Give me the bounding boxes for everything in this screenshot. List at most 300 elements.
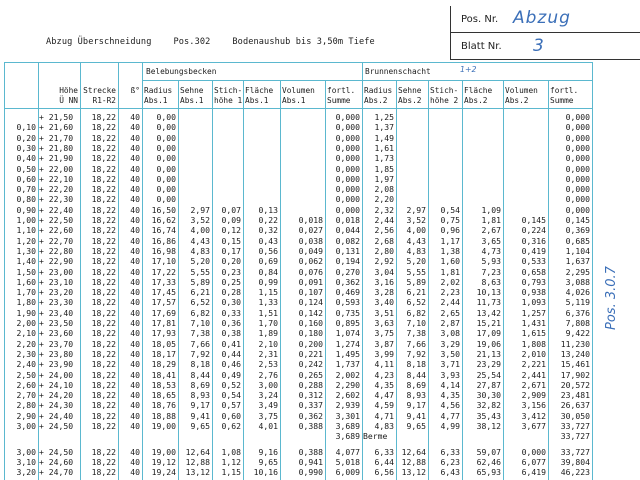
- table-cell: 0,593: [335, 297, 360, 308]
- table-cell: 33,727: [560, 446, 590, 457]
- table-cell: 0,000: [335, 112, 360, 122]
- table-cell: 6,23: [440, 456, 460, 467]
- table-cell: 18,05: [151, 338, 176, 349]
- table-cell: 0,000: [565, 132, 590, 143]
- table-cell: 6,33: [440, 446, 460, 457]
- table-cell: 0,000: [565, 194, 590, 205]
- table-cell: 13,12: [401, 467, 426, 478]
- table-cell: 18,22: [91, 390, 116, 401]
- table-cell: 0,30: [16, 142, 36, 153]
- column-header-line-1: Fläche: [245, 86, 274, 95]
- table-cell: 1,00: [16, 215, 36, 225]
- table-cell: 18,29: [151, 359, 176, 370]
- column-header-line-2: Abs.2: [505, 96, 529, 105]
- table-cell: 40: [130, 328, 140, 339]
- table-cell: 8,44: [406, 369, 426, 380]
- column-header: [398, 86, 426, 106]
- table-cell: 0,000: [335, 194, 360, 205]
- table-cell: + 21,90: [39, 153, 74, 164]
- table-cell: 0,62: [221, 421, 241, 431]
- table-cell: 3,63: [374, 318, 394, 328]
- table-cell: 2,31: [258, 348, 278, 359]
- table-cell: 0,107: [298, 287, 323, 298]
- table-cell: 18,22: [91, 297, 116, 308]
- table-cell: 40: [130, 421, 140, 431]
- table-cell: + 23,20: [39, 287, 74, 298]
- table-cell: 1,49: [374, 132, 394, 143]
- table-cell: 18,22: [91, 369, 116, 380]
- table-cell: 18,22: [91, 112, 116, 122]
- table-cell: 1,09: [481, 204, 501, 215]
- table-cell: 0,200: [298, 338, 323, 349]
- table-cell: 3,29: [440, 338, 460, 349]
- table-cell: 18,22: [91, 256, 116, 267]
- table-cell: 6,52: [406, 297, 426, 308]
- table-cell: 0,062: [298, 256, 323, 267]
- table-cell: 40: [130, 400, 140, 411]
- table-cell: 0,895: [335, 318, 360, 328]
- table-cell: 2,221: [521, 359, 546, 370]
- table-cell: 17,45: [151, 287, 176, 298]
- column-header: [282, 86, 323, 106]
- table-cell: 0,000: [335, 163, 360, 174]
- table-cell: 4,73: [481, 245, 501, 256]
- column-header-line-1: Radius: [144, 86, 173, 95]
- table-cell: 0,36: [221, 318, 241, 328]
- table-cell: 2,20: [16, 338, 36, 349]
- table-cell: 0,131: [335, 245, 360, 256]
- table-cell: 1,104: [565, 245, 590, 256]
- table-cell: 6,419: [521, 467, 546, 478]
- table-cell: + 24,70: [39, 467, 74, 478]
- table-cell: 0,10: [16, 122, 36, 133]
- column-header-line-1: Höhe: [59, 86, 78, 95]
- table-cell: 40: [130, 338, 140, 349]
- table-cell: 0,30: [221, 297, 241, 308]
- table-cell: 6,82: [190, 307, 210, 318]
- table-cell: 8,18: [406, 359, 426, 370]
- column-header-line-1: Strecke: [83, 86, 116, 95]
- table-cell: 0,90: [16, 204, 36, 215]
- table-cell: 19,06: [476, 338, 501, 349]
- table-cell: 2,40: [16, 359, 36, 370]
- table-cell: 33,727: [560, 431, 590, 442]
- table-cell: 6,21: [406, 287, 426, 298]
- table-cell: 40: [130, 287, 140, 298]
- table-cell: 2,92: [374, 256, 394, 267]
- table-cell: 0,00: [156, 112, 176, 122]
- table-cell: 2,671: [521, 379, 546, 390]
- table-cell: 1,50: [16, 266, 36, 277]
- table-cell: 3,04: [374, 266, 394, 277]
- column-header: [245, 86, 278, 106]
- table-cell: 18,22: [91, 348, 116, 359]
- table-cell: 2,97: [406, 204, 426, 215]
- table-cell: 15,21: [476, 318, 501, 328]
- table-cell: 4,77: [440, 410, 460, 421]
- table-cell: 0,00: [156, 142, 176, 153]
- table-cell: 0,69: [258, 256, 278, 267]
- table-cell: 6,376: [565, 307, 590, 318]
- table-cell: 4,14: [440, 379, 460, 390]
- column-header: [464, 86, 501, 106]
- table-cell: + 22,90: [39, 256, 74, 267]
- table-cell: 30,050: [560, 410, 590, 421]
- table-cell: 11,73: [476, 297, 501, 308]
- table-cell: 1,90: [16, 307, 36, 318]
- table-cell: 4,59: [374, 400, 394, 411]
- table-cell: 9,41: [190, 410, 210, 421]
- table-cell: 2,44: [440, 297, 460, 308]
- table-cell: 1,37: [374, 122, 394, 133]
- table-cell: 0,027: [298, 225, 323, 236]
- brunnenschacht-handwritten-note: 1+2: [460, 65, 477, 74]
- table-cell: 0,00: [156, 163, 176, 174]
- column-header-line-1: Volumen: [282, 86, 315, 95]
- table-cell: 2,53: [258, 359, 278, 370]
- table-cell: 0,076: [298, 266, 323, 277]
- table-cell: 18,22: [91, 318, 116, 328]
- table-cell: 0,07: [221, 204, 241, 215]
- table-cell: 40: [130, 142, 140, 153]
- table-cell: 1,70: [258, 318, 278, 328]
- table-cell: 40: [130, 194, 140, 205]
- table-cell: 0,20: [221, 256, 241, 267]
- column-header-line-1: Fläche: [464, 86, 493, 95]
- table-cell: 0,00: [156, 184, 176, 195]
- column-header-line-2: Abs.1: [180, 96, 204, 105]
- table-cell: 17,09: [476, 328, 501, 339]
- table-cell: 2,70: [16, 390, 36, 401]
- side-handwritten-note: Pos. 3.0.7: [604, 266, 619, 330]
- table-cell: 2,50: [16, 369, 36, 380]
- table-cell: 0,000: [565, 142, 590, 153]
- table-cell: 0,000: [335, 184, 360, 195]
- table-cell: 2,65: [440, 307, 460, 318]
- table-cell: 2,010: [521, 348, 546, 359]
- table-cell: 65,93: [476, 467, 501, 478]
- table-cell: 40: [130, 215, 140, 225]
- table-cell: 6,21: [190, 287, 210, 298]
- table-cell: 3,16: [374, 276, 394, 287]
- table-cell: 1,51: [258, 307, 278, 318]
- table-cell: 6,44: [374, 456, 394, 467]
- table-cell: 40: [130, 379, 140, 390]
- table-cell: 1,33: [258, 297, 278, 308]
- table-cell: 18,22: [91, 400, 116, 411]
- table-cell: 26,637: [560, 400, 590, 411]
- table-cell: 46,223: [560, 467, 590, 478]
- table-cell: 3,20: [16, 467, 36, 478]
- table-cell: 18,17: [151, 348, 176, 359]
- table-cell: 17,57: [151, 297, 176, 308]
- table-cell: 0,265: [298, 369, 323, 380]
- table-cell: 0,938: [521, 287, 546, 298]
- table-cell: 18,22: [91, 266, 116, 277]
- table-cell: 18,53: [151, 379, 176, 390]
- table-cell: 40: [130, 410, 140, 421]
- table-cell: 1,89: [258, 328, 278, 339]
- column-header-line-2: Summe: [550, 96, 574, 105]
- table-cell: 18,22: [91, 184, 116, 195]
- table-cell: 38,12: [476, 421, 501, 431]
- table-cell: 0,60: [221, 410, 241, 421]
- table-cell: 0,25: [221, 276, 241, 287]
- table-cell: 12,88: [185, 456, 210, 467]
- column-header-line-2: Ü NN: [59, 96, 78, 105]
- table-cell: 0,000: [565, 163, 590, 174]
- table-cell: 4,56: [440, 400, 460, 411]
- table-cell: 0,469: [335, 287, 360, 298]
- table-cell: 0,46: [221, 359, 241, 370]
- table-cell: 3,50: [440, 348, 460, 359]
- table-cell: 4,00: [406, 225, 426, 236]
- table-cell: + 23,90: [39, 359, 74, 370]
- table-cell: 40: [130, 307, 140, 318]
- table-cell: 18,22: [91, 446, 116, 457]
- table-cell: 3,65: [481, 235, 501, 246]
- table-top-rule: [4, 62, 592, 63]
- table-cell: + 22,30: [39, 194, 74, 205]
- table-cell: 0,000: [521, 446, 546, 457]
- table-cell: 0,000: [565, 122, 590, 133]
- table-cell: 30,30: [476, 390, 501, 401]
- table-cell: 4,83: [190, 245, 210, 256]
- table-cell: 40: [130, 184, 140, 195]
- table-cell: 40: [130, 456, 140, 467]
- table-cell: 1,17: [440, 235, 460, 246]
- table-cell: 1,615: [521, 328, 546, 339]
- column-header: [40, 86, 78, 106]
- table-cell: 19,12: [151, 456, 176, 467]
- table-cell: 15,461: [560, 359, 590, 370]
- berme-label: Berme: [363, 431, 388, 442]
- table-cell: 0,419: [521, 245, 546, 256]
- table-cell: + 24,20: [39, 390, 74, 401]
- table-cell: 2,602: [335, 390, 360, 401]
- column-header-line-2: höhe 1: [214, 96, 243, 105]
- table-cell: 0,99: [258, 276, 278, 287]
- table-cell: 16,50: [151, 204, 176, 215]
- table-cell: 0,142: [298, 307, 323, 318]
- table-cell: 18,88: [151, 410, 176, 421]
- table-cell: 5,89: [190, 276, 210, 287]
- column-rule: [592, 62, 593, 480]
- table-cell: + 24,40: [39, 410, 74, 421]
- table-cell: 6,33: [374, 446, 394, 457]
- table-cell: 1,10: [16, 225, 36, 236]
- table-cell: 0,00: [156, 122, 176, 133]
- table-cell: 18,22: [91, 194, 116, 205]
- table-cell: 8,93: [190, 390, 210, 401]
- table-cell: 20,572: [560, 379, 590, 390]
- table-cell: 0,84: [258, 266, 278, 277]
- table-cell: 1,15: [258, 287, 278, 298]
- table-cell: 3,87: [374, 338, 394, 349]
- table-cell: 1,12: [221, 456, 241, 467]
- table-cell: 0,96: [440, 225, 460, 236]
- table-cell: 0,000: [565, 153, 590, 164]
- table-cell: 40: [130, 235, 140, 246]
- table-cell: 0,288: [298, 379, 323, 390]
- table-cell: 0,388: [298, 446, 323, 457]
- table-cell: 0,000: [565, 112, 590, 122]
- table-cell: 18,22: [91, 456, 116, 467]
- table-cell: 0,49: [221, 369, 241, 380]
- table-cell: 7,92: [406, 348, 426, 359]
- table-cell: 40: [130, 348, 140, 359]
- table-cell: + 24,50: [39, 421, 74, 431]
- table-cell: 3,677: [521, 421, 546, 431]
- table-cell: 9,65: [258, 456, 278, 467]
- table-cell: 3,51: [374, 307, 394, 318]
- table-cell: 0,44: [221, 348, 241, 359]
- table-cell: 8,44: [190, 369, 210, 380]
- table-cell: 11,230: [560, 338, 590, 349]
- table-cell: 0,658: [521, 266, 546, 277]
- table-cell: 1,637: [565, 256, 590, 267]
- table-cell: 0,018: [335, 215, 360, 225]
- table-cell: 18,22: [91, 276, 116, 287]
- table-cell: + 23,70: [39, 338, 74, 349]
- table-cell: 9,65: [406, 421, 426, 431]
- table-cell: 0,40: [16, 153, 36, 164]
- table-cell: 18,22: [91, 142, 116, 153]
- pos-nr-handwritten: Abzug: [513, 8, 571, 28]
- table-cell: 2,02: [440, 276, 460, 287]
- table-cell: 18,22: [91, 328, 116, 339]
- table-cell: 0,000: [335, 204, 360, 215]
- table-cell: 4,01: [258, 421, 278, 431]
- document-description: Bodenaushub bis 3,50m Tiefe: [232, 37, 375, 47]
- table-cell: 0,75: [440, 215, 460, 225]
- table-cell: 5,20: [190, 256, 210, 267]
- table-cell: 1,737: [335, 359, 360, 370]
- column-header: [327, 86, 360, 106]
- table-cell: 40: [130, 132, 140, 143]
- table-cell: 3,00: [16, 421, 36, 431]
- table-cell: 3,28: [374, 287, 394, 298]
- document-title: Abzug Überschneidung: [46, 37, 152, 47]
- table-cell: 4,026: [565, 287, 590, 298]
- table-cell: 9,17: [190, 400, 210, 411]
- table-cell: 40: [130, 276, 140, 287]
- table-cell: 17,69: [151, 307, 176, 318]
- column-header-line-1: Radius: [364, 86, 393, 95]
- table-cell: 3,088: [565, 276, 590, 287]
- table-cell: 1,81: [481, 215, 501, 225]
- table-cell: 0,80: [16, 194, 36, 205]
- table-cell: 2,68: [374, 235, 394, 246]
- table-cell: 2,44: [374, 215, 394, 225]
- table-cell: 19,00: [151, 446, 176, 457]
- table-cell: 18,22: [91, 153, 116, 164]
- table-cell: 4,00: [190, 225, 210, 236]
- table-cell: 2,80: [374, 245, 394, 256]
- table-cell: 40: [130, 266, 140, 277]
- table-cell: 0,362: [298, 410, 323, 421]
- table-cell: 9,41: [406, 410, 426, 421]
- table-cell: 19,00: [151, 421, 176, 431]
- table-cell: 32,82: [476, 400, 501, 411]
- table-cell: 3,99: [374, 348, 394, 359]
- table-cell: 0,337: [298, 400, 323, 411]
- table-cell: 23,29: [476, 359, 501, 370]
- table-cell: 3,156: [521, 400, 546, 411]
- table-cell: 2,97: [190, 204, 210, 215]
- column-header: [120, 86, 140, 96]
- column-header: [180, 86, 210, 106]
- table-cell: 8,63: [481, 276, 501, 287]
- table-cell: 4,11: [374, 359, 394, 370]
- table-cell: 18,22: [91, 307, 116, 318]
- table-cell: 12,64: [185, 446, 210, 457]
- table-cell: 0,735: [335, 307, 360, 318]
- table-cell: 0,990: [298, 467, 323, 478]
- table-cell: 2,08: [374, 184, 394, 195]
- table-cell: 18,22: [91, 379, 116, 390]
- table-cell: 0,270: [335, 266, 360, 277]
- table-cell: 3,49: [258, 400, 278, 411]
- table-cell: 9,65: [190, 421, 210, 431]
- table-cell: 0,17: [221, 245, 241, 256]
- table-cell: 0,941: [298, 456, 323, 467]
- table-cell: + 24,00: [39, 369, 74, 380]
- table-cell: 0,685: [565, 235, 590, 246]
- group-header-brunnenschacht: Brunnenschacht: [365, 67, 431, 76]
- table-cell: 6,009: [335, 467, 360, 478]
- table-cell: 0,000: [335, 173, 360, 184]
- table-cell: 2,87: [440, 318, 460, 328]
- table-cell: 4,99: [440, 421, 460, 431]
- table-cell: 0,13: [258, 204, 278, 215]
- table-cell: 0,793: [521, 276, 546, 287]
- table-cell: 8,18: [190, 359, 210, 370]
- table-cell: 2,30: [16, 348, 36, 359]
- table-cell: + 23,30: [39, 297, 74, 308]
- table-cell: 40: [130, 297, 140, 308]
- table-cell: 3,00: [258, 379, 278, 390]
- table-cell: 4,83: [406, 245, 426, 256]
- table-cell: 1,15: [221, 467, 241, 478]
- table-cell: 2,80: [16, 400, 36, 411]
- table-cell: 5,018: [335, 456, 360, 467]
- table-cell: 13,240: [560, 348, 590, 359]
- table-cell: 18,22: [91, 215, 116, 225]
- table-cell: 0,32: [258, 225, 278, 236]
- table-cell: + 23,00: [39, 266, 74, 277]
- table-cell: 59,07: [476, 446, 501, 457]
- table-cell: 1,495: [335, 348, 360, 359]
- table-cell: 2,67: [481, 225, 501, 236]
- table-cell: 16,98: [151, 245, 176, 256]
- table-cell: 0,20: [16, 132, 36, 143]
- table-cell: 1,70: [16, 287, 36, 298]
- table-cell: 40: [130, 467, 140, 478]
- column-header-line-2: Abs.1: [245, 96, 269, 105]
- table-cell: + 23,60: [39, 328, 74, 339]
- column-header-line-1: fortl.: [550, 86, 579, 95]
- table-cell: 4,71: [374, 410, 394, 421]
- table-cell: 25,54: [476, 369, 501, 380]
- table-cell: 2,32: [374, 204, 394, 215]
- table-cell: 3,52: [406, 215, 426, 225]
- table-cell: 8,93: [406, 390, 426, 401]
- table-cell: 18,22: [91, 338, 116, 349]
- table-cell: 40: [130, 245, 140, 256]
- table-cell: 0,000: [335, 153, 360, 164]
- table-cell: 0,000: [335, 122, 360, 133]
